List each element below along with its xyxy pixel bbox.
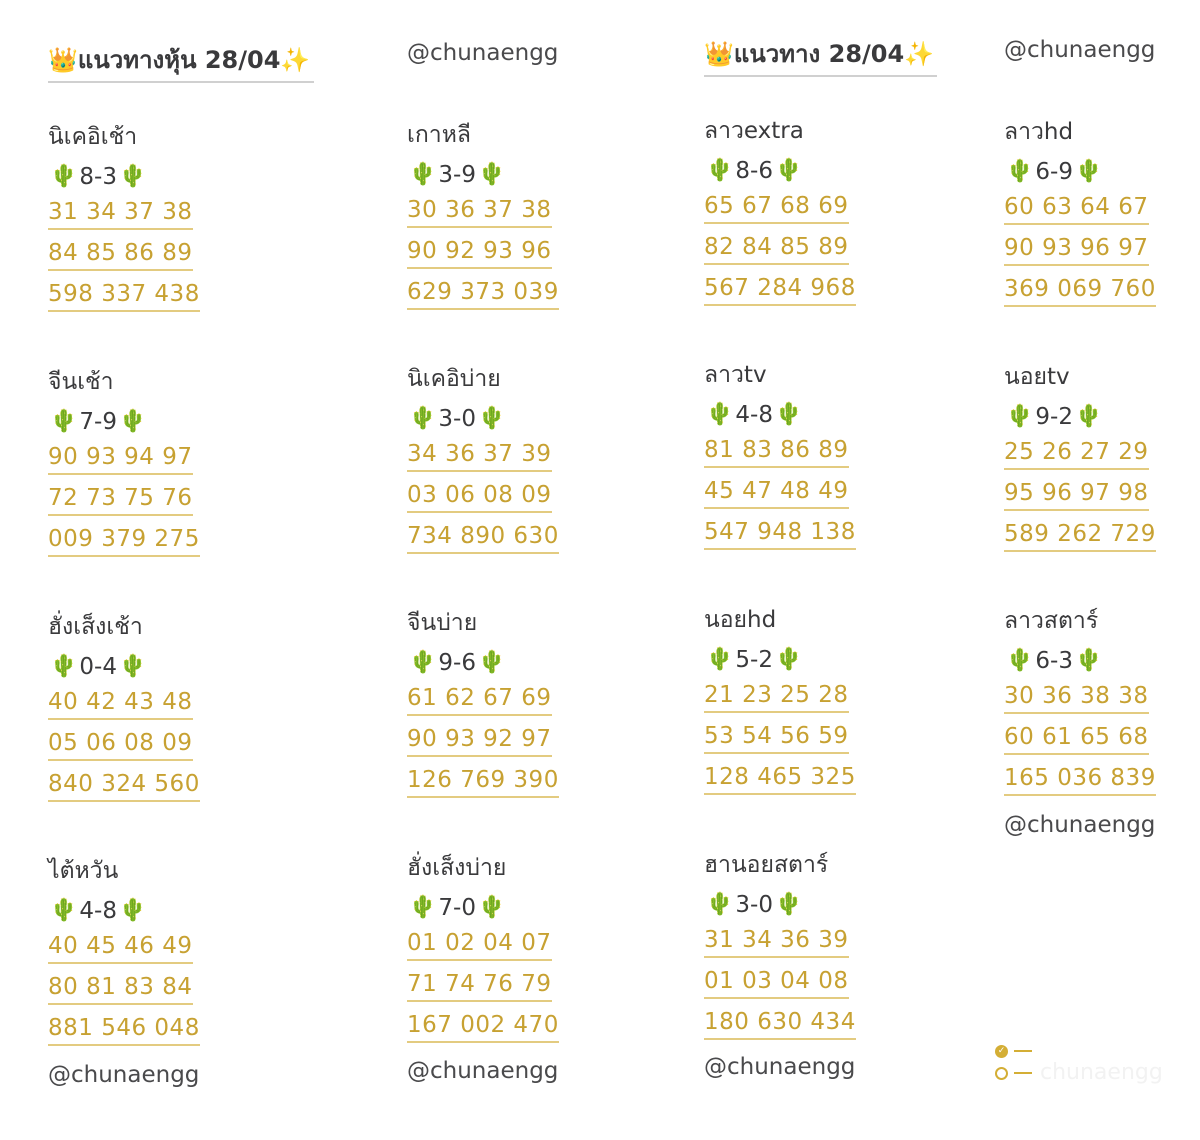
handle-bottom-col2: @chunaengg <box>407 1058 559 1084</box>
line-icon <box>1014 1050 1032 1052</box>
number-row <box>704 680 944 721</box>
watermark-text: chunaengg <box>1040 1060 1163 1085</box>
watermark-row-checked <box>995 1040 1165 1062</box>
number-row <box>407 683 647 724</box>
number-row <box>48 483 288 524</box>
cactus-icon: 🌵 <box>477 405 506 431</box>
cactus-icon: 🌵 <box>118 408 147 434</box>
cactus-icon: 🌵 <box>477 161 506 187</box>
cactus-icon: 🌵 <box>477 894 506 920</box>
number-link[interactable]: 01 03 04 08 <box>704 966 849 999</box>
number-row <box>407 195 647 236</box>
number-row <box>48 687 288 728</box>
header-left-text: แนวทางหุ้น 28/04 <box>77 46 281 74</box>
number-row <box>48 728 288 769</box>
section-card <box>48 612 288 810</box>
cactus-icon: 🌵 <box>409 649 437 675</box>
cactus-icon: 🌵 <box>706 157 734 183</box>
cactus-icon: 🌵 <box>774 646 803 672</box>
cactus-icon: 🌵 <box>50 653 78 679</box>
number-link[interactable]: 45 47 48 49 <box>704 476 849 509</box>
number-row <box>704 517 944 558</box>
circle-icon <box>995 1067 1008 1080</box>
number-link[interactable]: 01 02 04 07 <box>407 928 552 961</box>
number-link[interactable]: 40 45 46 49 <box>48 931 193 964</box>
number-row <box>48 442 288 483</box>
section-card <box>48 856 288 1054</box>
digit-pair <box>704 884 944 925</box>
check-circle-icon: ✓ <box>995 1045 1008 1058</box>
number-link[interactable]: 840 324 560 <box>48 769 200 802</box>
cactus-icon: 🌵 <box>706 891 734 917</box>
number-link[interactable]: 180 630 434 <box>704 1007 856 1040</box>
number-link[interactable]: 53 54 56 59 <box>704 721 849 754</box>
section-card <box>704 605 944 803</box>
number-row <box>1004 722 1200 763</box>
digit-pair <box>407 398 647 439</box>
section-title: จีนเช้า <box>48 369 114 395</box>
number-row <box>704 966 944 1007</box>
number-row <box>407 439 647 480</box>
section-title: เกาหลี <box>407 122 471 148</box>
number-row <box>407 765 647 806</box>
number-link[interactable]: 40 42 43 48 <box>48 687 193 720</box>
digit-pair-value: 7-0 <box>438 894 476 921</box>
cactus-icon: 🌵 <box>118 897 147 923</box>
number-link[interactable]: 165 036 839 <box>1004 763 1156 796</box>
cactus-icon: 🌵 <box>1074 403 1103 429</box>
digit-pair-value: 4-8 <box>735 401 773 428</box>
number-link[interactable]: 81 83 86 89 <box>704 435 849 468</box>
cactus-icon: 🌵 <box>706 646 734 672</box>
number-row <box>1004 763 1200 804</box>
section-card <box>704 360 944 558</box>
cactus-icon: 🌵 <box>774 157 803 183</box>
number-link[interactable]: 71 74 76 79 <box>407 969 552 1002</box>
number-row <box>407 724 647 765</box>
section-title: นอยhd <box>704 607 777 633</box>
number-link[interactable]: 61 62 67 69 <box>407 683 552 716</box>
section-card <box>407 853 647 1051</box>
cactus-icon: 🌵 <box>1074 158 1103 184</box>
number-link[interactable]: 65 67 68 69 <box>704 191 849 224</box>
digit-pair <box>704 394 944 435</box>
header-left-title <box>48 40 314 83</box>
section-title: ฮั่งเส็งเช้า <box>48 614 143 640</box>
cactus-icon: 🌵 <box>706 401 734 427</box>
number-link[interactable]: 25 26 27 29 <box>1004 437 1149 470</box>
header-right-title <box>704 34 937 77</box>
number-row <box>704 435 944 476</box>
number-row <box>1004 192 1200 233</box>
cactus-icon: 🌵 <box>118 653 147 679</box>
digit-pair <box>1004 151 1200 192</box>
number-link[interactable]: 95 96 97 98 <box>1004 478 1149 511</box>
number-row <box>704 925 944 966</box>
digit-pair <box>1004 640 1200 681</box>
section-card <box>407 120 647 318</box>
number-row <box>407 928 647 969</box>
digit-pair <box>48 156 288 197</box>
number-link[interactable]: 30 36 37 38 <box>407 195 552 228</box>
number-row <box>48 238 288 279</box>
number-row <box>407 236 647 277</box>
number-link[interactable]: 31 34 37 38 <box>48 197 193 230</box>
digit-pair <box>704 150 944 191</box>
section-card <box>48 367 288 565</box>
section-card <box>1004 606 1200 804</box>
header-left <box>48 40 314 83</box>
digit-pair-value: 3-9 <box>438 161 476 188</box>
digit-pair-value: 4-8 <box>79 897 117 924</box>
number-row <box>48 197 288 238</box>
number-link[interactable]: 009 379 275 <box>48 524 200 557</box>
number-row <box>1004 274 1200 315</box>
number-row <box>48 279 288 320</box>
cactus-icon: 🌵 <box>1006 647 1034 673</box>
digit-pair-value: 5-2 <box>735 646 773 673</box>
cactus-icon: 🌵 <box>409 161 437 187</box>
number-row <box>704 232 944 273</box>
cactus-icon: 🌵 <box>774 891 803 917</box>
number-link[interactable]: 05 06 08 09 <box>48 728 193 761</box>
number-row <box>48 1013 288 1054</box>
digit-pair <box>407 642 647 683</box>
number-row <box>1004 478 1200 519</box>
digit-pair-value: 8-3 <box>79 163 117 190</box>
number-row <box>407 277 647 318</box>
number-link[interactable]: 90 93 92 97 <box>407 724 552 757</box>
number-link[interactable]: 60 61 65 68 <box>1004 722 1149 755</box>
section-card <box>704 850 944 1048</box>
section-title: ลาวtv <box>704 362 767 388</box>
number-link[interactable]: 167 002 470 <box>407 1010 559 1043</box>
line-icon <box>1014 1072 1032 1074</box>
number-link[interactable]: 589 262 729 <box>1004 519 1156 552</box>
digit-pair <box>48 646 288 687</box>
digit-pair-value: 6-3 <box>1035 647 1073 674</box>
section-card <box>48 122 288 320</box>
number-row <box>1004 519 1200 560</box>
number-row <box>48 931 288 972</box>
number-row <box>1004 437 1200 478</box>
number-link[interactable]: 72 73 75 76 <box>48 483 193 516</box>
number-link[interactable]: 598 337 438 <box>48 279 200 312</box>
header-right <box>704 34 937 77</box>
digit-pair-value: 6-9 <box>1035 158 1073 185</box>
number-link[interactable]: 90 93 96 97 <box>1004 233 1149 266</box>
handle-top-col4: @chunaengg <box>1004 37 1156 63</box>
handle-bottom-col3: @chunaengg <box>704 1054 856 1080</box>
digit-pair-value: 9-6 <box>438 649 476 676</box>
cactus-icon: 🌵 <box>774 401 803 427</box>
digit-pair-value: 0-4 <box>79 653 117 680</box>
number-link[interactable]: 03 06 08 09 <box>407 480 552 513</box>
number-link[interactable]: 734 890 630 <box>407 521 559 554</box>
cactus-icon: 🌵 <box>409 405 437 431</box>
number-link[interactable]: 128 465 325 <box>704 762 856 795</box>
number-row <box>407 1010 647 1051</box>
number-link[interactable]: 126 769 390 <box>407 765 559 798</box>
number-link[interactable]: 34 36 37 39 <box>407 439 552 472</box>
section-title: นิเคอิเช้า <box>48 124 138 150</box>
number-row <box>407 480 647 521</box>
number-row <box>48 769 288 810</box>
cactus-icon: 🌵 <box>50 408 78 434</box>
crown-icon: 👑 <box>704 39 734 68</box>
section-title: ลาวextra <box>704 118 804 144</box>
number-link[interactable]: 82 84 85 89 <box>704 232 849 265</box>
number-link[interactable]: 84 85 86 89 <box>48 238 193 271</box>
number-row <box>48 972 288 1013</box>
number-link[interactable]: 567 284 968 <box>704 273 856 306</box>
digit-pair <box>48 890 288 931</box>
number-link[interactable]: 31 34 36 39 <box>704 925 849 958</box>
cactus-icon: 🌵 <box>477 649 506 675</box>
section-title: ฮั่งเส็งบ่าย <box>407 855 507 881</box>
cactus-icon: 🌵 <box>1006 158 1034 184</box>
digit-pair <box>704 639 944 680</box>
digit-pair-value: 9-2 <box>1035 403 1073 430</box>
digit-pair <box>1004 396 1200 437</box>
section-title: ลาวhd <box>1004 119 1074 145</box>
digit-pair-value: 3-0 <box>735 891 773 918</box>
cactus-icon: 🌵 <box>50 897 78 923</box>
cactus-icon: 🌵 <box>1006 403 1034 429</box>
section-card <box>1004 117 1200 315</box>
number-link[interactable]: 90 92 93 96 <box>407 236 552 269</box>
number-link[interactable]: 60 63 64 67 <box>1004 192 1149 225</box>
digit-pair <box>407 887 647 928</box>
section-title: นอยtv <box>1004 364 1070 390</box>
number-row <box>407 521 647 562</box>
handle-bottom-col1: @chunaengg <box>48 1062 200 1088</box>
sparkle-icon: ✨ <box>904 39 935 68</box>
section-card <box>407 608 647 806</box>
number-link[interactable]: 547 948 138 <box>704 517 856 550</box>
section-title: ฮานอยสตาร์ <box>704 852 829 878</box>
number-link[interactable]: 369 069 760 <box>1004 274 1156 307</box>
section-card <box>1004 362 1200 560</box>
number-link[interactable]: 90 93 94 97 <box>48 442 193 475</box>
number-link[interactable]: 21 23 25 28 <box>704 680 849 713</box>
digit-pair <box>48 401 288 442</box>
number-row <box>704 191 944 232</box>
section-card <box>704 116 944 314</box>
number-link[interactable]: 629 373 039 <box>407 277 559 310</box>
section-title: นิเคอิบ่าย <box>407 366 501 392</box>
section-title: ลาวสตาร์ <box>1004 608 1099 634</box>
cactus-icon: 🌵 <box>409 894 437 920</box>
section-title: ไต้หวัน <box>48 858 119 884</box>
cactus-icon: 🌵 <box>118 163 147 189</box>
number-row <box>704 273 944 314</box>
handle-bottom-col4: @chunaengg <box>1004 812 1156 838</box>
header-right-text: แนวทาง 28/04 <box>733 40 905 68</box>
digit-pair <box>407 154 647 195</box>
crown-icon: 👑 <box>48 45 78 74</box>
digit-pair-value: 3-0 <box>438 405 476 432</box>
number-row <box>48 524 288 565</box>
digit-pair-value: 8-6 <box>735 157 773 184</box>
number-row <box>407 969 647 1010</box>
number-link[interactable]: 80 81 83 84 <box>48 972 193 1005</box>
number-link[interactable]: 30 36 38 38 <box>1004 681 1149 714</box>
number-row <box>1004 681 1200 722</box>
digit-pair-value: 7-9 <box>79 408 117 435</box>
number-row <box>704 1007 944 1048</box>
cactus-icon: 🌵 <box>50 163 78 189</box>
sparkle-icon: ✨ <box>280 45 311 74</box>
cactus-icon: 🌵 <box>1074 647 1103 673</box>
watermark <box>995 1040 1165 1090</box>
number-row <box>1004 233 1200 274</box>
section-title: จีนบ่าย <box>407 610 478 636</box>
section-card <box>407 364 647 562</box>
handle-top-col2: @chunaengg <box>407 40 559 66</box>
number-row <box>704 476 944 517</box>
number-row <box>704 721 944 762</box>
number-row <box>704 762 944 803</box>
number-link[interactable]: 881 546 048 <box>48 1013 200 1046</box>
